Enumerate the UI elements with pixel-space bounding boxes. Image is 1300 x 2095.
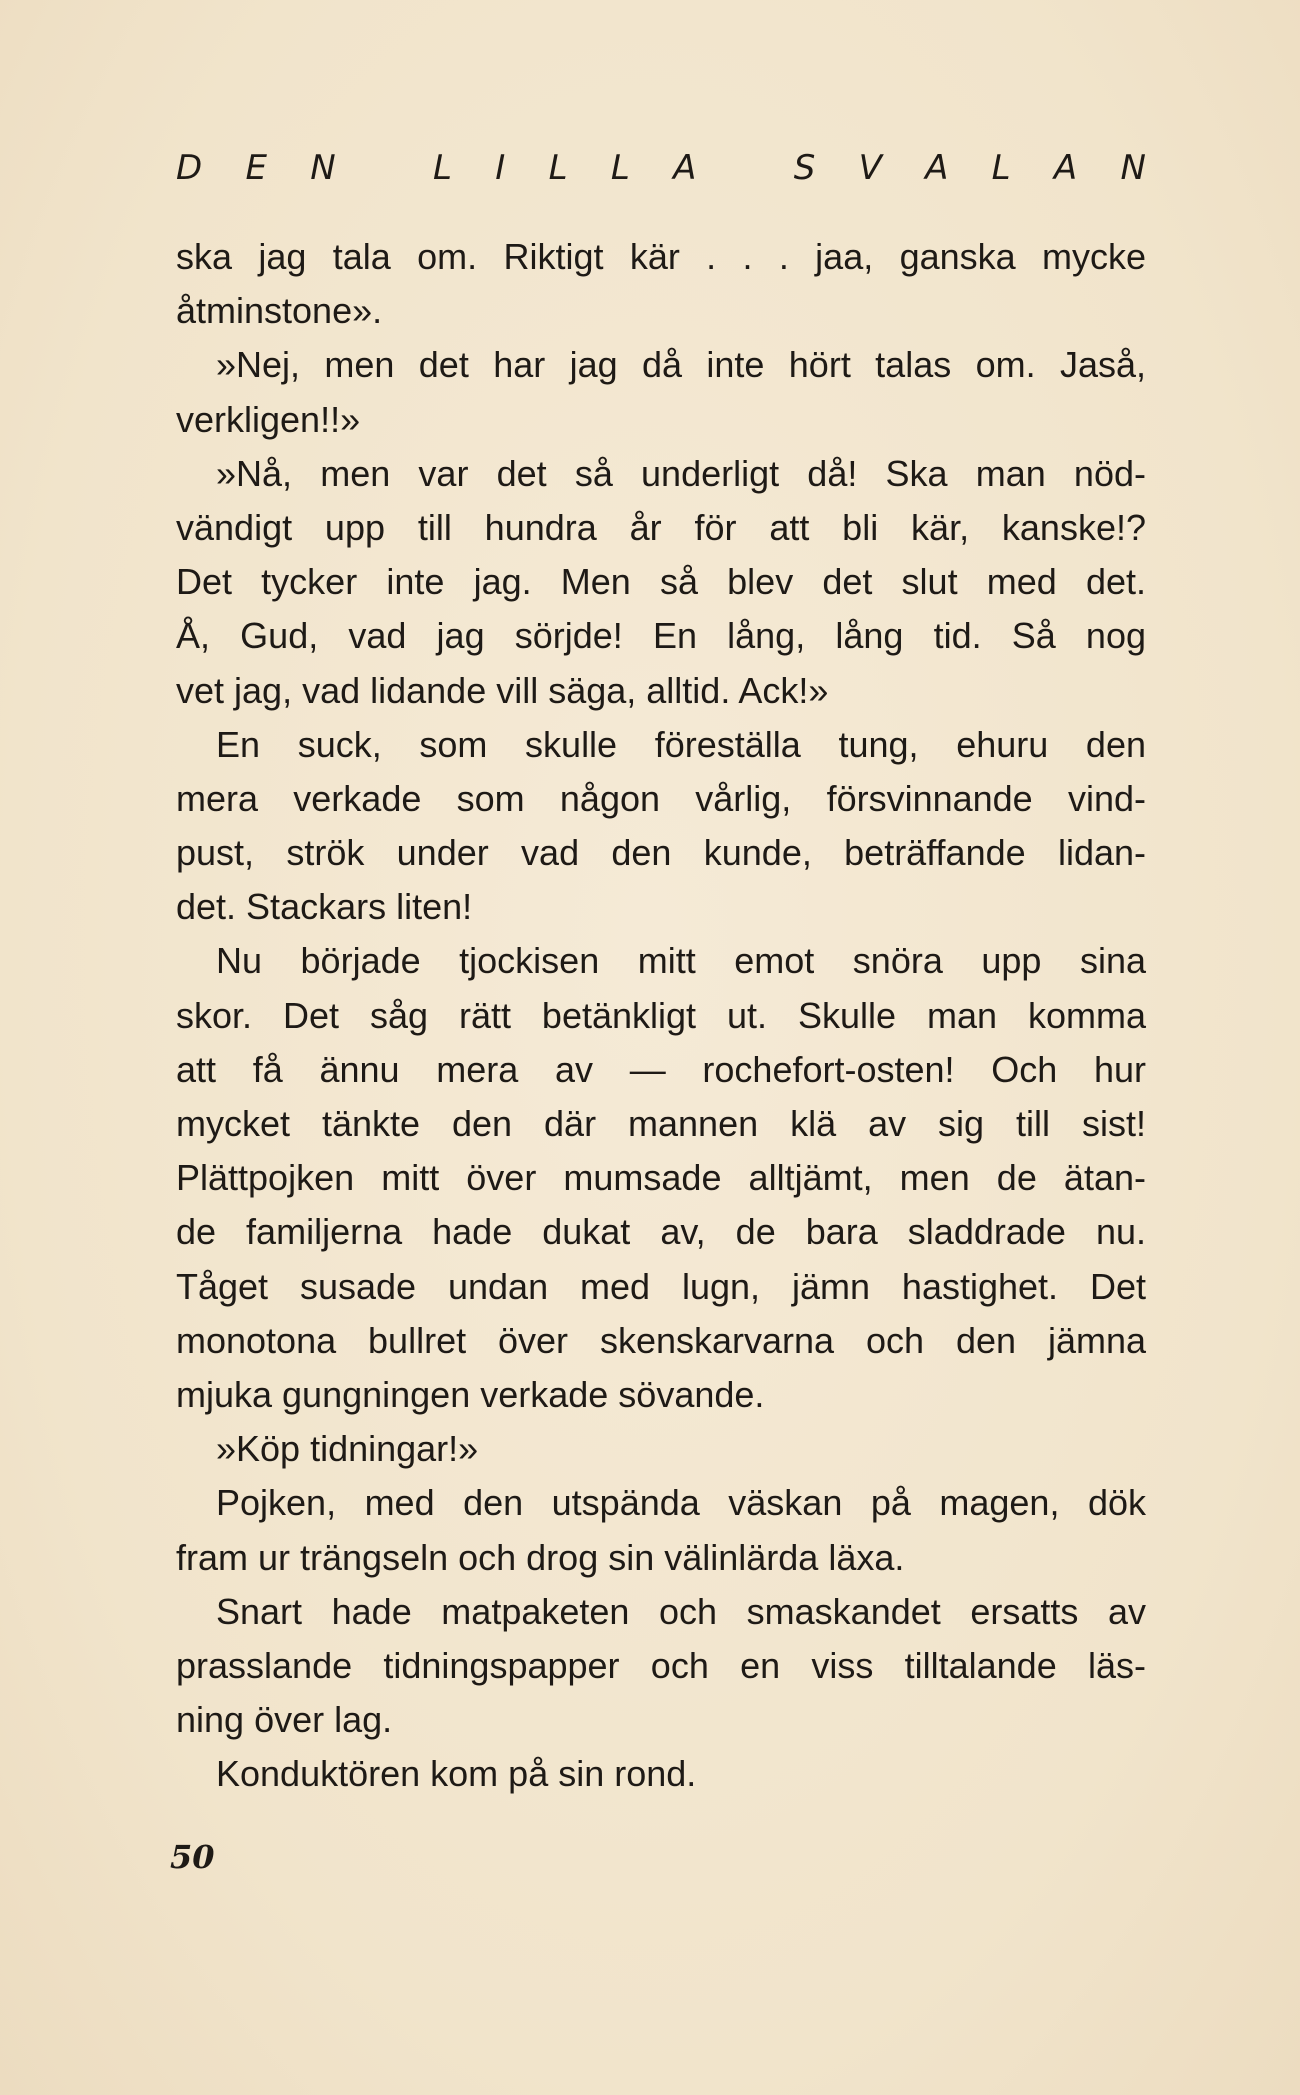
text-line: monotona bullret över skenskarvarna och den jämna: [176, 1319, 1146, 1361]
running-head-letter: L: [548, 148, 568, 188]
running-head-letter: V: [858, 148, 882, 188]
text-line: de familjerna hade dukat av, de bara sladdrade nu.: [176, 1211, 1146, 1253]
text-line: Snart hade matpaketen och smaskandet ersatts av: [216, 1590, 1146, 1632]
text-line: ning över lag.: [176, 1699, 393, 1741]
text-line: mycket tänkte den där mannen klä av sig till sist!: [176, 1103, 1146, 1144]
text-line: skor. Det såg rätt betänkligt ut. Skulle man komma: [176, 994, 1146, 1036]
text-line: fram ur trängseln och drog sin välinlärda läxa.: [176, 1536, 905, 1578]
running-head-letter: E: [245, 148, 267, 188]
running-head-letter: L: [433, 148, 452, 188]
running-head-letter: D: [176, 148, 203, 188]
text-line: En suck, som skulle föreställa tung, ehuru den: [216, 723, 1146, 765]
text-line: Tåget susade undan med lugn, jämn hastighet. Det: [176, 1265, 1146, 1307]
text-line: vändigt upp till hundra år för att bli kär, kanske!?: [176, 506, 1146, 548]
text-line: Det tycker inte jag. Men så blev det slut med det.: [176, 561, 1146, 603]
text-line: pust, strök under vad den kunde, beträffande lidan-: [176, 832, 1146, 874]
text-line: ska jag tala om. Riktigt kär . . . jaa, ganska mycke: [176, 236, 1146, 277]
running-head-space: [740, 148, 751, 188]
running-head-space: [379, 148, 390, 188]
running-head-letter: L: [991, 148, 1011, 188]
text-line: mjuka gungningen verkade sövande.: [176, 1373, 765, 1415]
text-line: verkligen!!»: [176, 398, 361, 440]
page-number: 50: [170, 1838, 215, 1876]
text-line: »Köp tidningar!»: [216, 1428, 479, 1470]
text-line: Konduktören kom på sin rond.: [216, 1753, 697, 1795]
body-text: [176, 230, 1146, 1801]
text-line: »Nå, men var det så underligt då! Ska man nöd-: [216, 452, 1146, 494]
text-line: det. Stackars liten!: [176, 886, 473, 928]
text-line: »Nej, men det har jag då inte hört talas om. Jaså,: [216, 344, 1146, 386]
text-line: vet jag, vad lidande vill säga, alltid. Ack!»: [176, 669, 829, 711]
running-head: [176, 148, 1146, 188]
text-line: att få ännu mera av — rochefort-osten! Och hur: [176, 1048, 1146, 1090]
text-line: Å, Gud, vad jag sörjde! En lång, lång tid. Så nog: [176, 615, 1146, 657]
running-head-letter: A: [673, 148, 697, 188]
running-head-letter: N: [310, 148, 336, 188]
running-head-letter: L: [610, 148, 630, 188]
text-line: Plättpojken mitt över mumsade alltjämt, men de ätan-: [176, 1157, 1146, 1199]
text-line: prasslande tidningspapper och en viss tilltalande läs-: [176, 1644, 1146, 1686]
running-head-letter: I: [495, 148, 506, 188]
running-head-letter: A: [1053, 148, 1078, 188]
running-head-letter: A: [925, 148, 949, 188]
text-line: Nu började tjockisen mitt emot snöra upp sina: [216, 940, 1146, 982]
running-head-letter: N: [1120, 148, 1146, 188]
text-line: åtminstone».: [176, 290, 383, 332]
text-line: mera verkade som någon vårlig, försvinnande vind-: [176, 777, 1146, 819]
running-head-letter: S: [793, 148, 816, 188]
text-line: Pojken, med den utspända väskan på magen, dök: [216, 1482, 1146, 1524]
